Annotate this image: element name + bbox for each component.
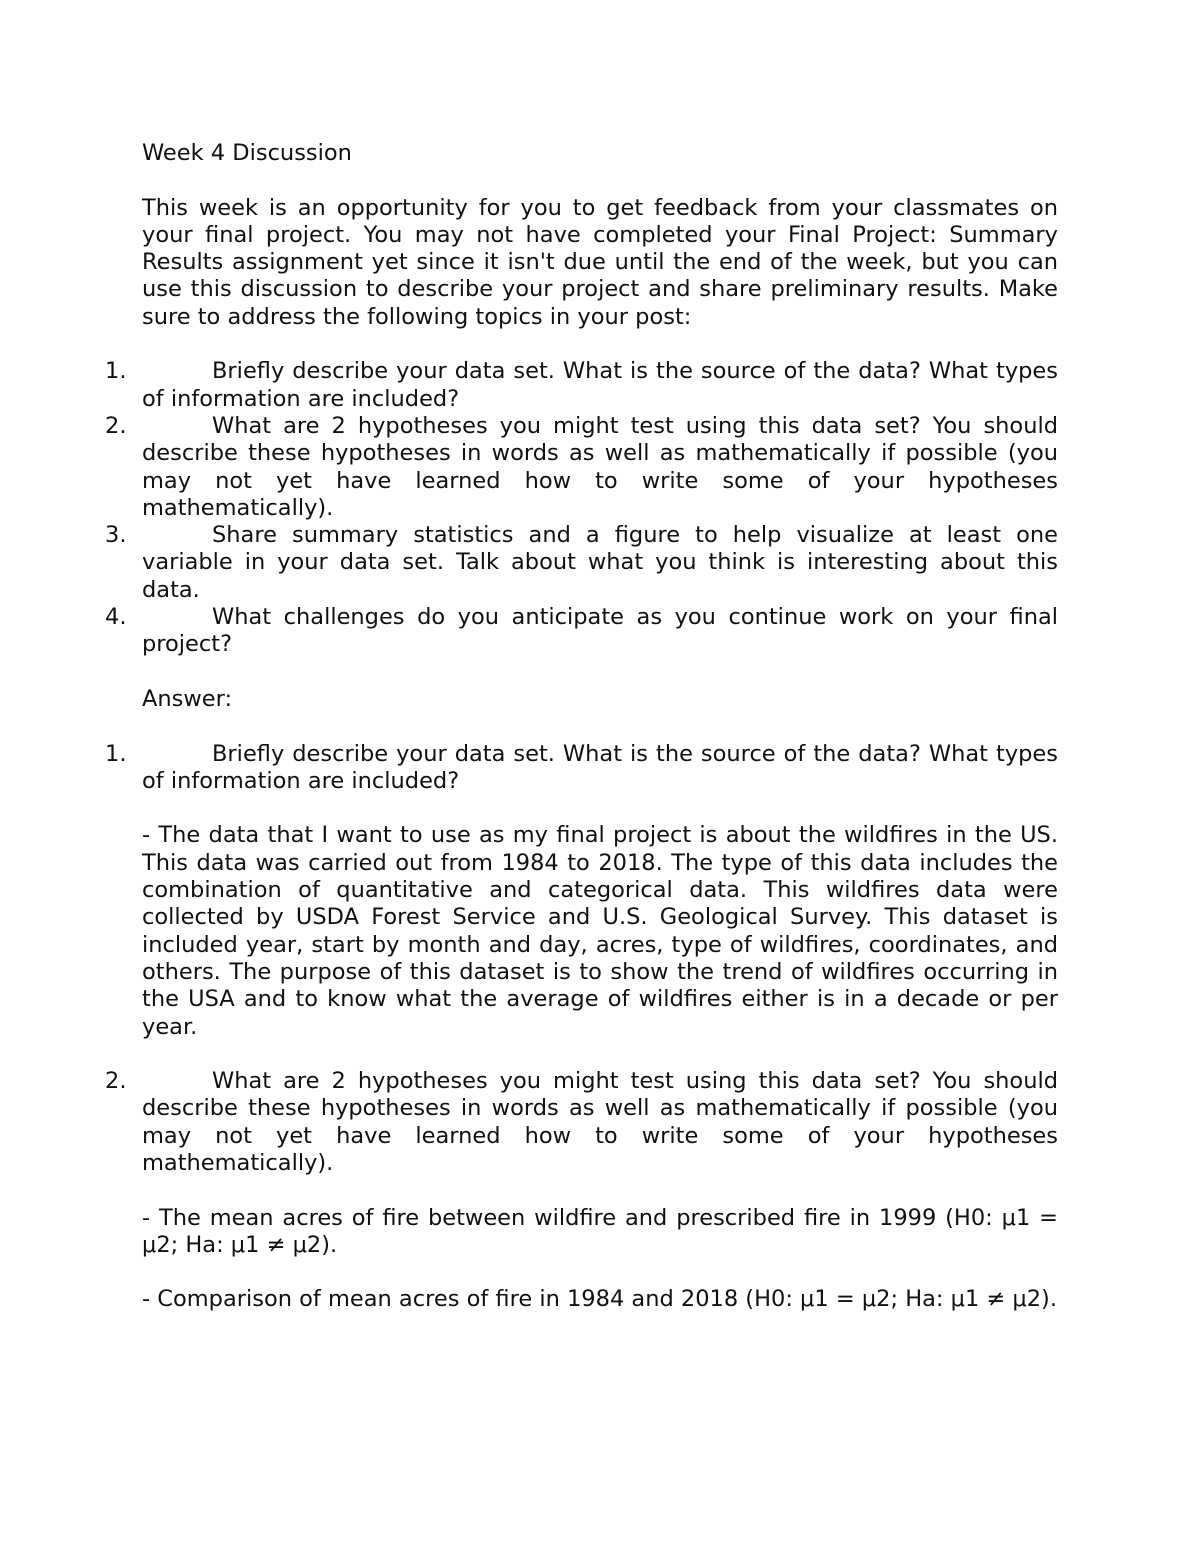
spacer [142, 1259, 1058, 1286]
spacer [142, 659, 1058, 686]
intro-paragraph: This week is an opportunity for you to get feedback from your classmates on your final project. You may not have completed your Final Project: Summary Results assignment yet since it isn't due until the end of the week, but you can use this discussion to describe your project and share preliminary results. Make sure to address the following topics in your post: [142, 194, 1058, 330]
document-title: Week 4 Discussion [142, 140, 352, 166]
document-content [105, 140, 1058, 1314]
prompt-list [105, 358, 1058, 658]
prompt-item [105, 412, 1058, 522]
prompt-text: What are 2 hypotheses you might test using this data set? You should describe these hypotheses in words as well as mathematically if possible (you may not yet have learned how to write some of your hypotheses mathematically). [142, 412, 1058, 521]
answer-question: What are 2 hypotheses you might test using this data set? You should describe these hypotheses in words as well as mathematically if possible (you may not yet have learned how to write some of your hypotheses mathematically). [142, 1068, 1058, 1176]
answer-item [105, 740, 1058, 796]
spacer [142, 1177, 1058, 1204]
answer-question: Briefly describe your data set. What is the source of the data? What types of information are included? [142, 740, 1058, 794]
prompt-text: Briefly describe your data set. What is the source of the data? What types of information are included? [142, 358, 1058, 412]
answer-number: 1. [105, 740, 127, 767]
prompt-text: What challenges do you anticipate as you continue work on your final project? [142, 604, 1058, 658]
answer-response: - Comparison of mean acres of fire in 1984 and 2018 (H0: μ1 = μ2; Ha: μ1 ≠ μ2). [142, 1286, 1057, 1313]
answer-number: 2. [105, 1068, 127, 1095]
spacer [142, 331, 1058, 358]
spacer [142, 795, 1058, 822]
spacer [142, 713, 1058, 740]
prompt-item [105, 522, 1058, 604]
answer-response: - The data that I want to use as my final project is about the wildfires in the US. This data was carried out from 1984 to 2018. The type of this data includes the combination of quantitative and categorical data. This wildfires data were collected by USDA Forest Service and U.S. Geological Survey. This dataset is included year, start by month and day, acres, type of wildfires, coordinates, and others. The purpose of this dataset is to show the trend of wildfires occurring in the USA and to know what the average of wildfires either is in a decade or per year. [142, 822, 1058, 1040]
spacer [142, 1041, 1058, 1068]
prompt-item [105, 604, 1058, 659]
answer-item [105, 1068, 1058, 1177]
answer-response: - The mean acres of fire between wildfire and prescribed fire in 1999 (H0: μ1 = μ2; Ha: μ1 ≠ μ2). [142, 1204, 1058, 1258]
prompt-number: 2. [105, 412, 127, 439]
prompt-item [105, 358, 1058, 413]
prompt-number: 3. [105, 522, 127, 549]
spacer [142, 167, 1058, 194]
prompt-text: Share summary statistics and a figure to help visualize at least one variable in your data set. Talk about what you think is interesting about this data. [142, 522, 1058, 603]
prompt-number: 4. [105, 604, 127, 631]
prompt-number: 1. [105, 358, 127, 385]
answer-label: Answer: [142, 685, 233, 712]
